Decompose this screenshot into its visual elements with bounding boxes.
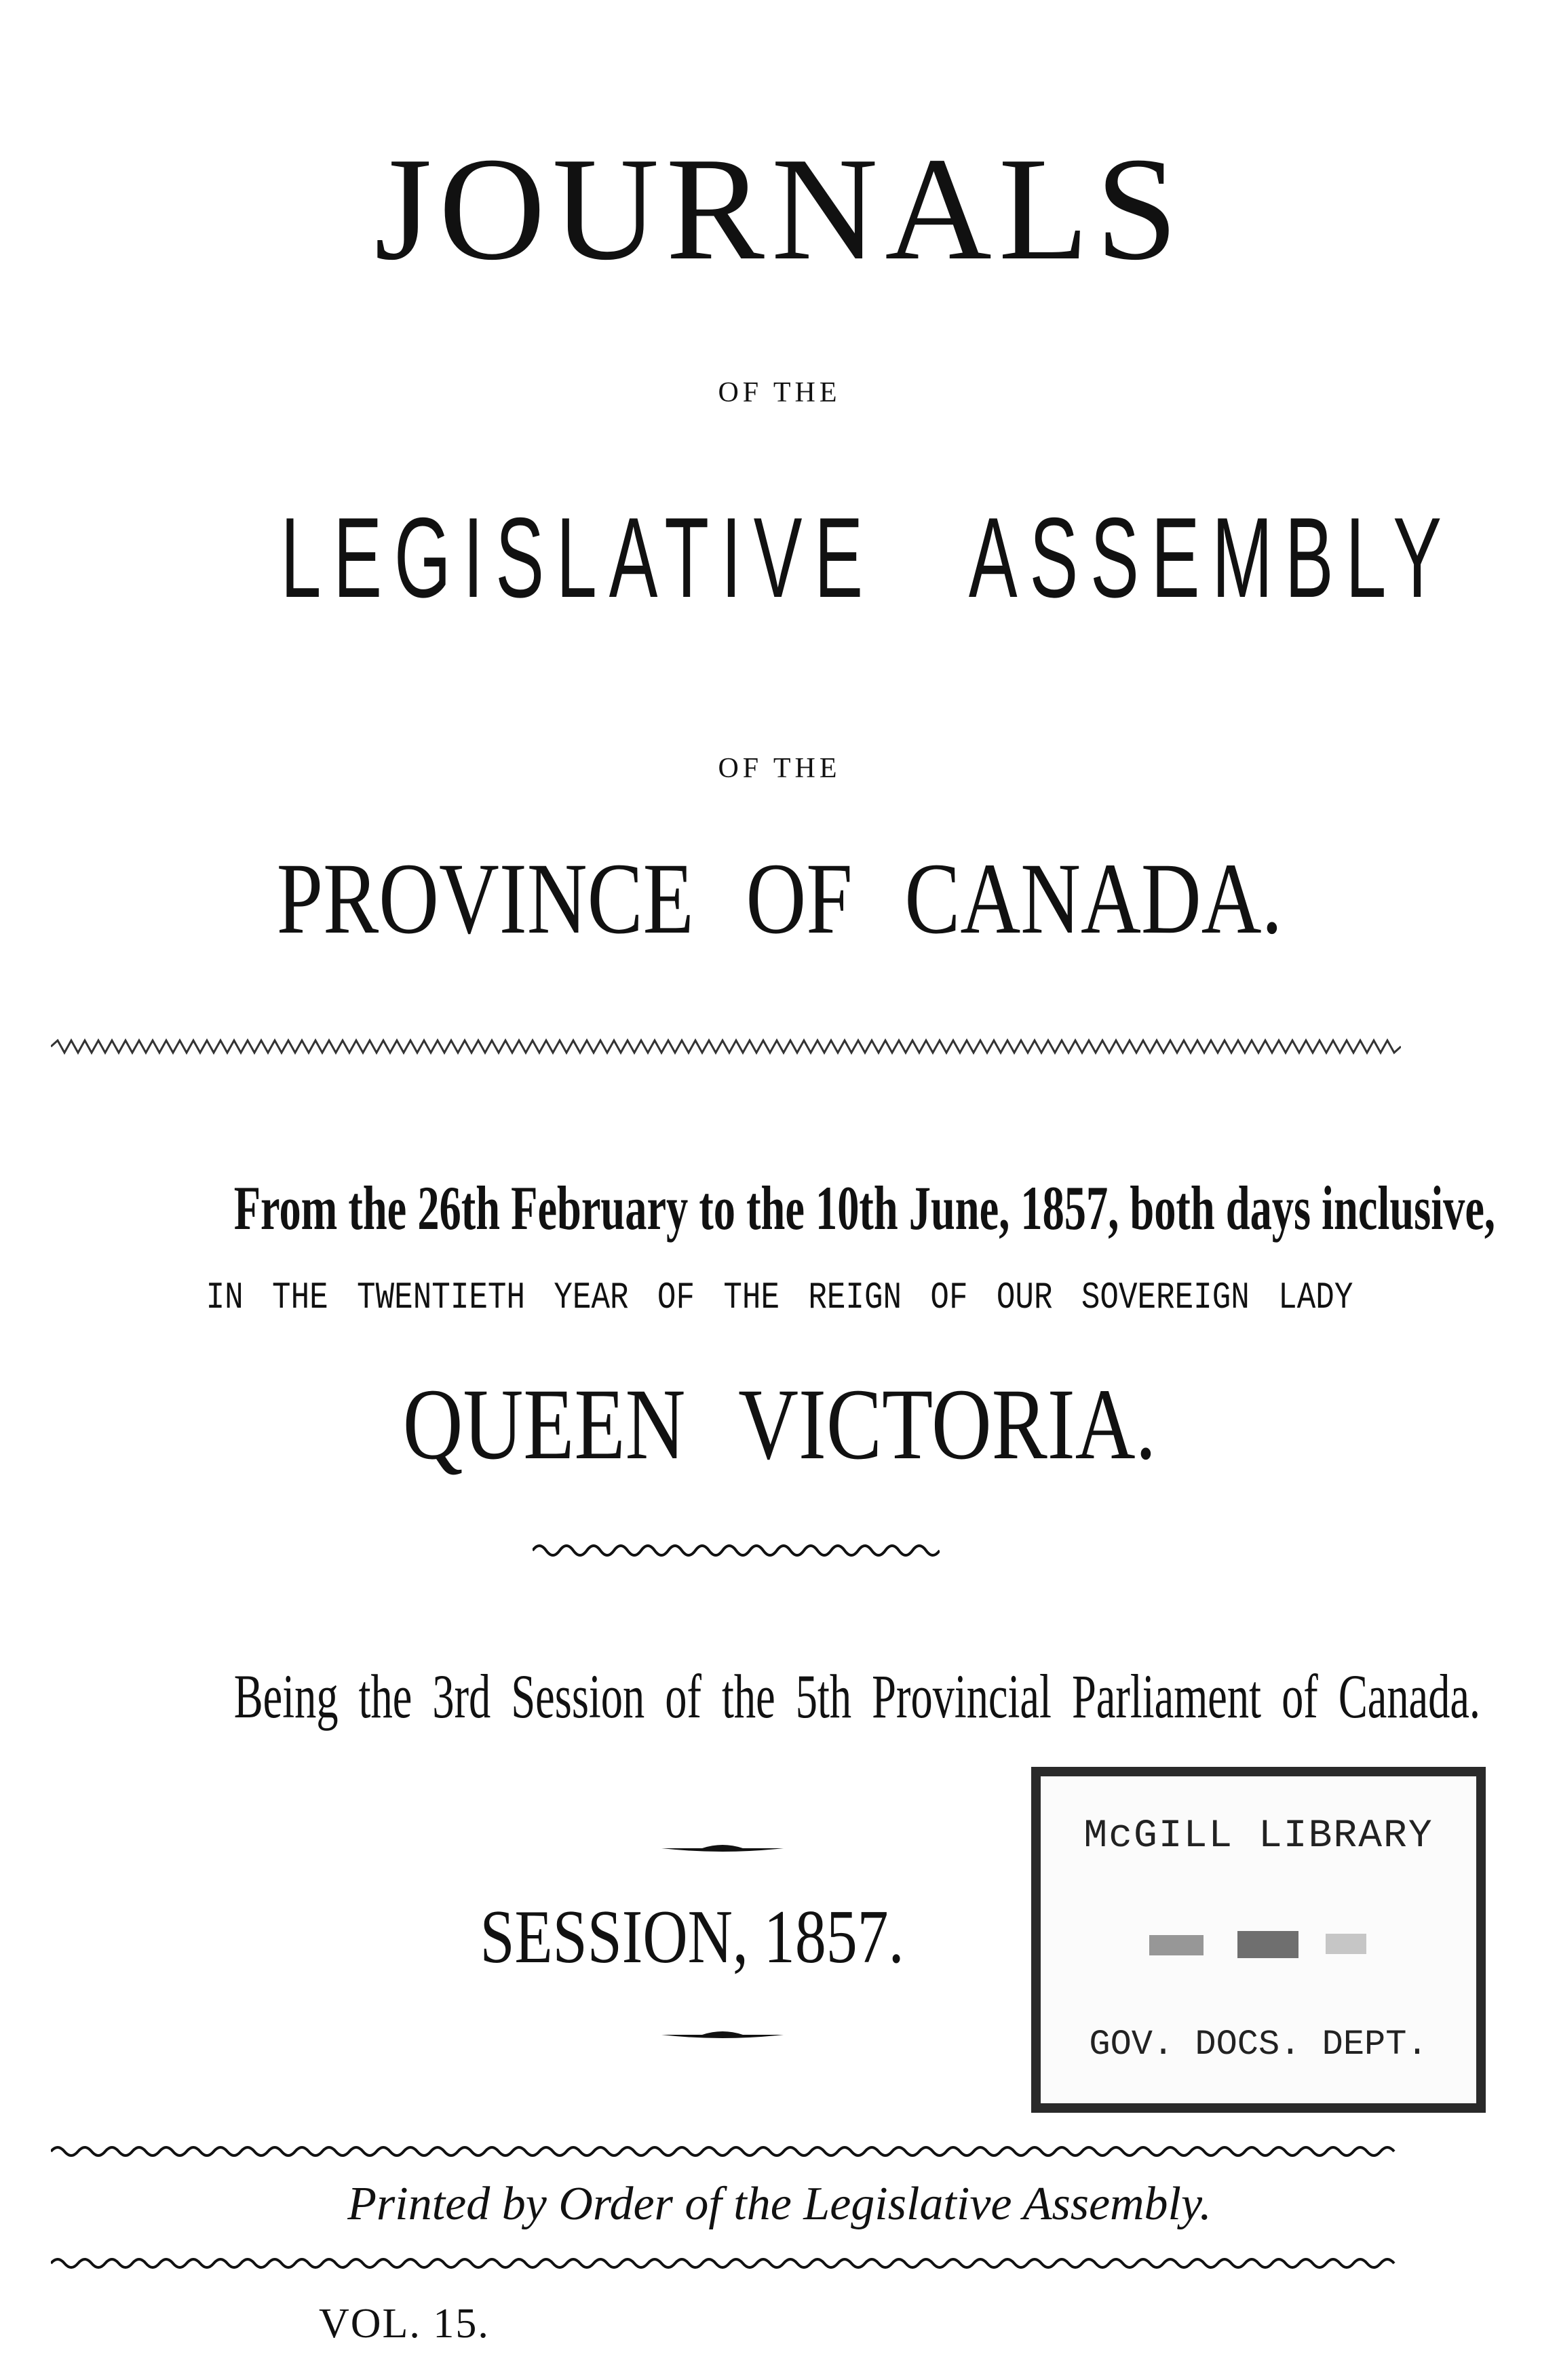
queen-victoria-heading: QUEEN VICTORIA. [402, 1368, 1157, 1481]
province-heading: PROVINCE OF CANADA. [276, 842, 1283, 955]
of-the-connector-1: OF THE [718, 377, 841, 408]
wavy-rule-imprint-bottom [51, 2255, 1401, 2271]
ornamental-dash-upper [661, 1841, 784, 1855]
volume-number: VOL. 15. [319, 2301, 490, 2347]
session-year: SESSION, 1857. [480, 1895, 904, 1979]
stamp-department: GOV. DOCS. DEPT. [1089, 2025, 1428, 2065]
stamp-library-name: McGILL LIBRARY [1083, 1814, 1433, 1858]
wavy-rule-imprint-top [51, 2143, 1401, 2160]
stamp-smudge-mark [1142, 1919, 1427, 1973]
of-the-connector-2: OF THE [718, 753, 841, 784]
wavy-rule-top [51, 1038, 1401, 1055]
reign-statement: IN THE TWENTIETH YEAR OF THE REIGN OF OUR SOVEREIGN LADY [206, 1276, 1353, 1319]
library-stamp [1031, 1767, 1486, 2113]
legislative-assembly-heading: LEGISLATIVE ASSEMBLY [280, 494, 1454, 621]
ornamental-dash-lower [661, 2028, 784, 2042]
wavy-rule-middle [533, 1540, 940, 1560]
session-date-range: From the 26th February to the 10th June, 1857, both days inclusive, [233, 1173, 1495, 1243]
parliament-session-statement: Being the 3rd Session of the 5th Provincial Parliament of Canada. [233, 1662, 1481, 1731]
printed-by-order-line: Printed by Order of the Legislative Assembly. [347, 2178, 1212, 2230]
journals-heading: JOURNALS [374, 128, 1185, 291]
